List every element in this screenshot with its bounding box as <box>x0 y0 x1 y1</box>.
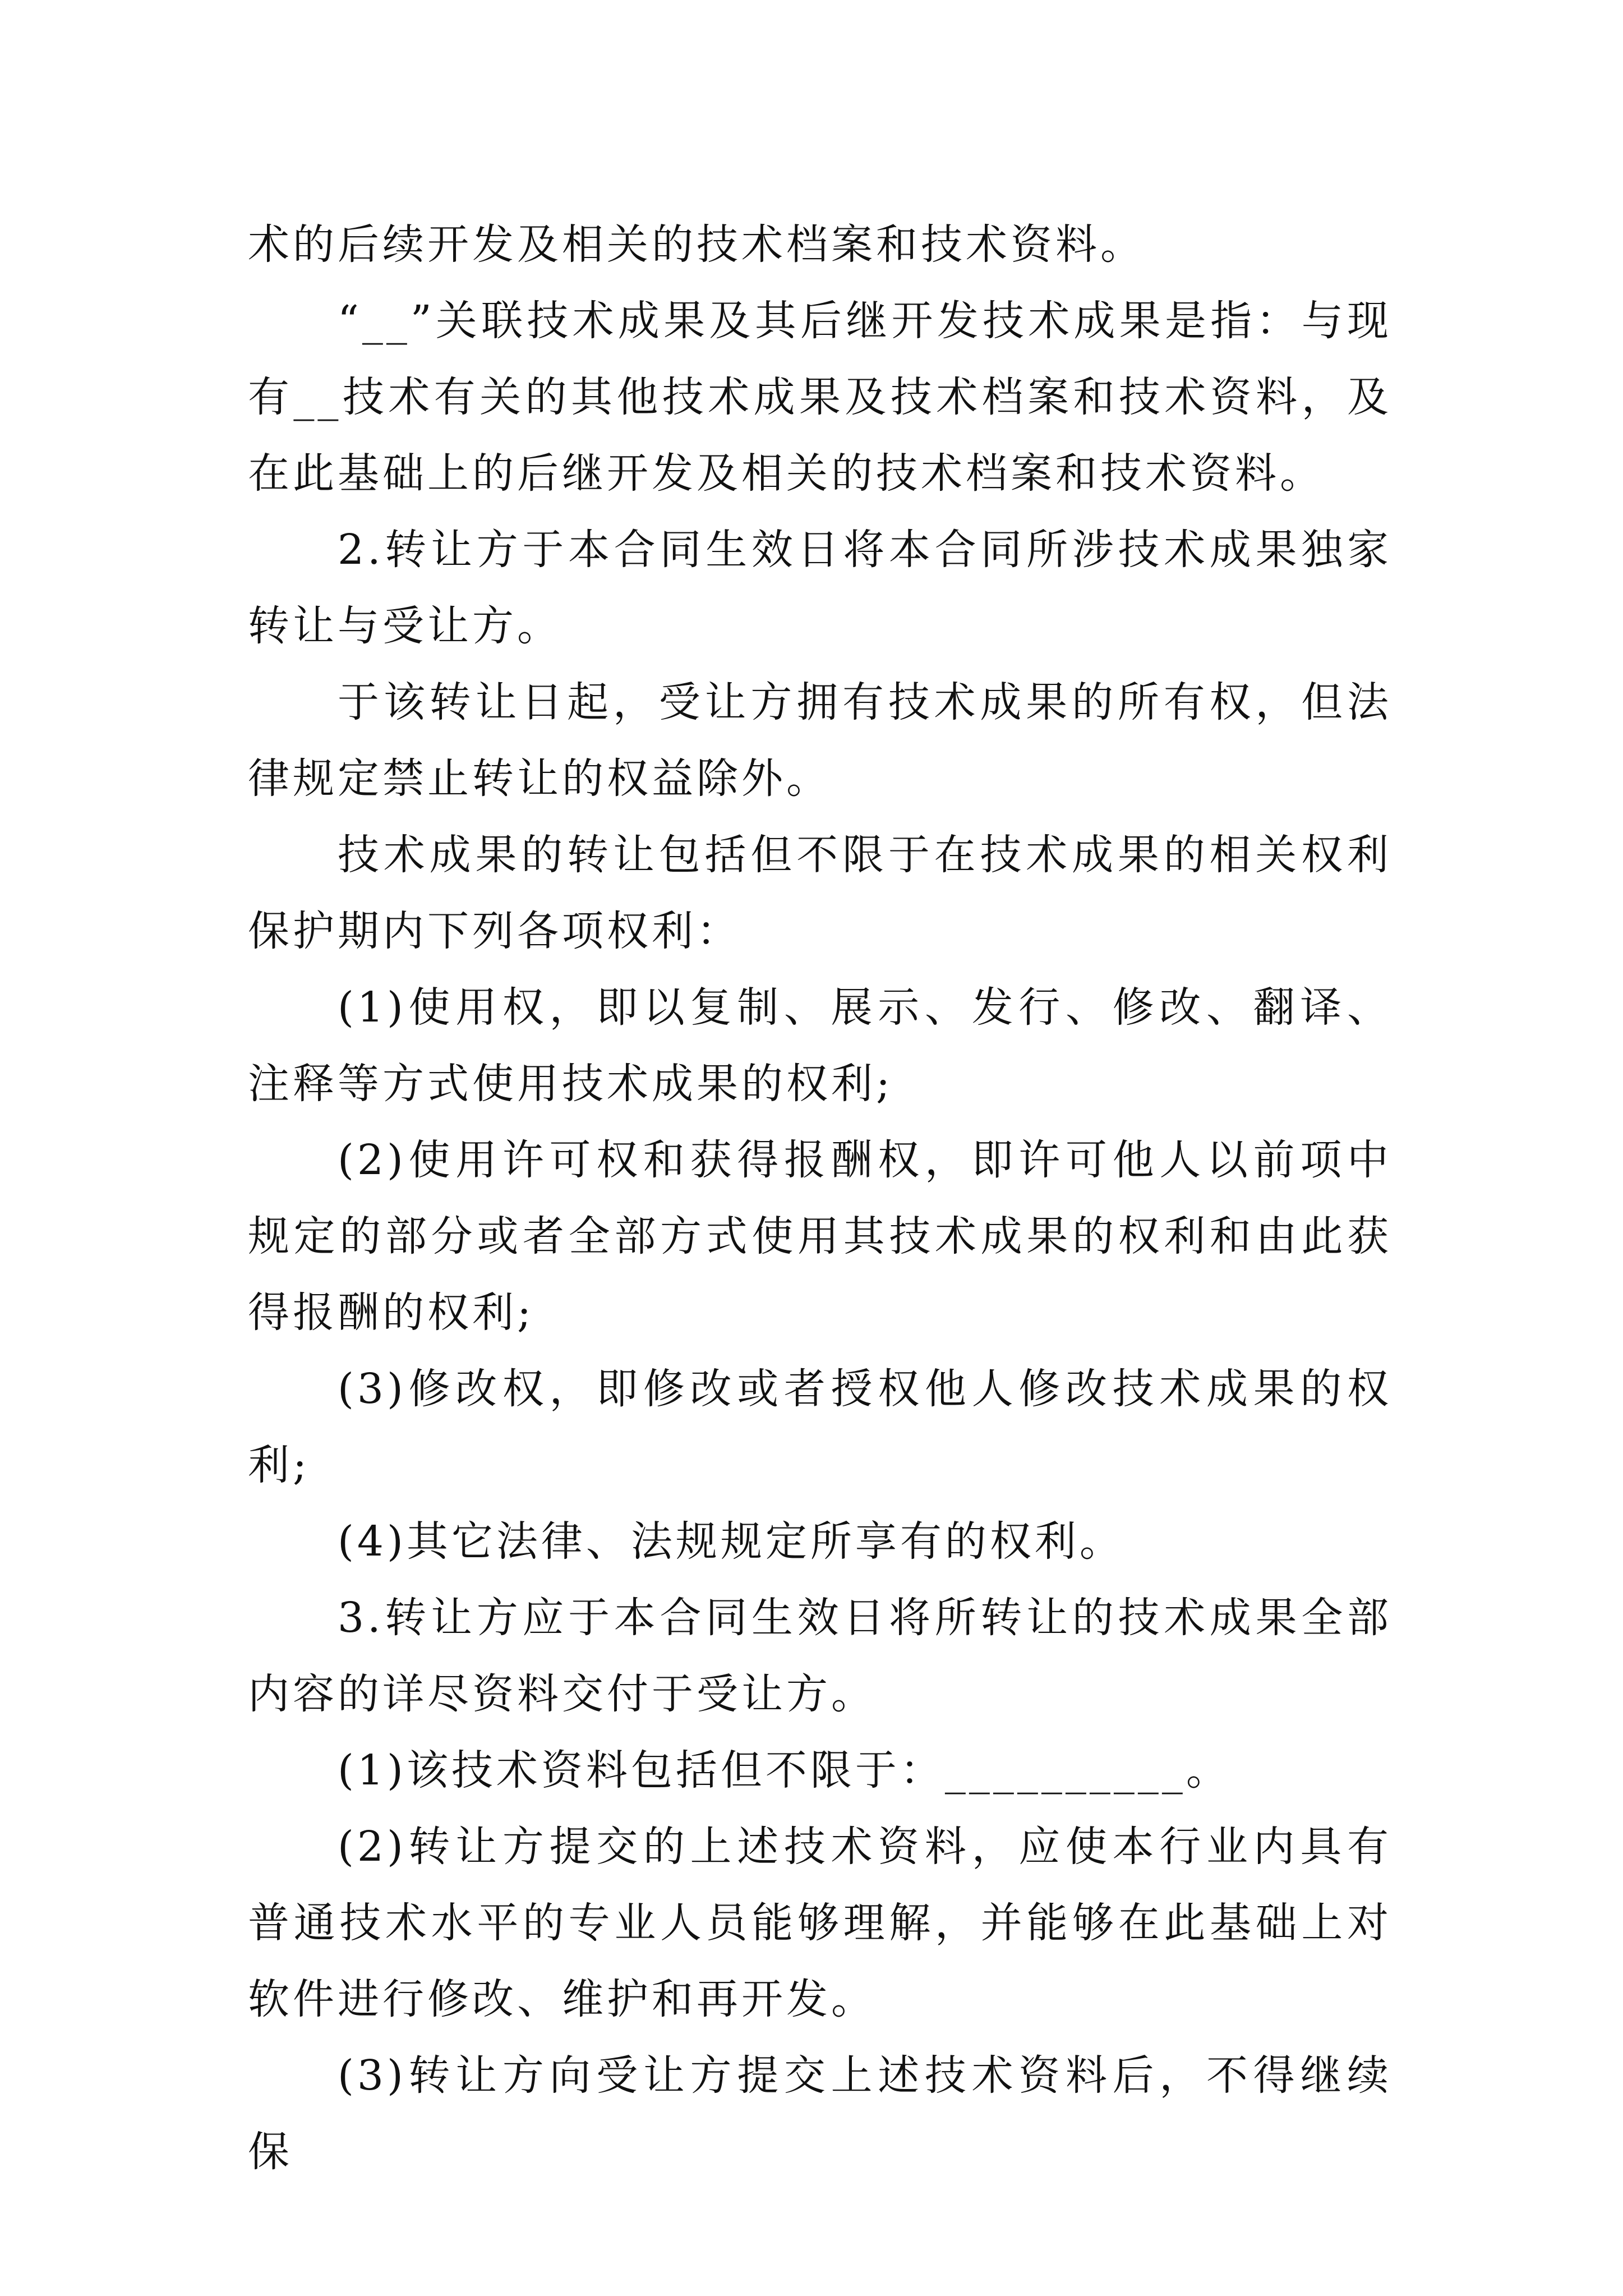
paragraph-10: 3.转让方应于本合同生效日将所转让的技术成果全部内容的详尽资料交付于受让方。 <box>248 1594 1392 1718</box>
paragraph-11: (1)该技术资料包括但不限于：__________。 <box>338 1746 1231 1795</box>
paragraph-4: 于该转让日起，受让方拥有技术成果的所有权，但法律规定禁止转让的权益除外。 <box>248 678 1392 803</box>
paragraph-2: “__”关联技术成果及其后继开发技术成果是指：与现有__技术有关的其他技术成果及技术档案和技术资料，及在此基础上的后继开发及相关的技术档案和技术资料。 <box>248 297 1392 498</box>
paragraph-7: (2)使用许可权和获得报酬权，即许可他人以前项中规定的部分或者全部方式使用其技术成果的权利和由此获得报酬的权利; <box>248 1136 1392 1337</box>
paragraph-13: (3)转让方向受让方提交上述技术资料后，不得继续保 <box>248 2051 1392 2176</box>
paragraph-5: 技术成果的转让包括但不限于在技术成果的相关权利保护期内下列各项权利： <box>248 831 1392 955</box>
document-body <box>248 206 1392 2190</box>
paragraph-8: (3)修改权，即修改或者授权他人修改技术成果的权利; <box>248 1365 1392 1489</box>
paragraph-1: 术的后续开发及相关的技术档案和技术资料。 <box>248 220 1145 269</box>
paragraph-12: (2)转让方提交的上述技术资料，应使本行业内具有普通技术水平的专业人员能够理解，并能够在此基础上对软件进行修改、维护和再开发。 <box>248 1823 1392 2023</box>
paragraph-9: (4)其它法律、法规规定所享有的权利。 <box>338 1517 1124 1566</box>
paragraph-3: 2.转让方于本合同生效日将本合同所涉技术成果独家转让与受让方。 <box>248 526 1392 650</box>
paragraph-6: (1)使用权，即以复制、展示、发行、修改、翻译、注释等方式使用技术成果的权利; <box>248 983 1392 1108</box>
